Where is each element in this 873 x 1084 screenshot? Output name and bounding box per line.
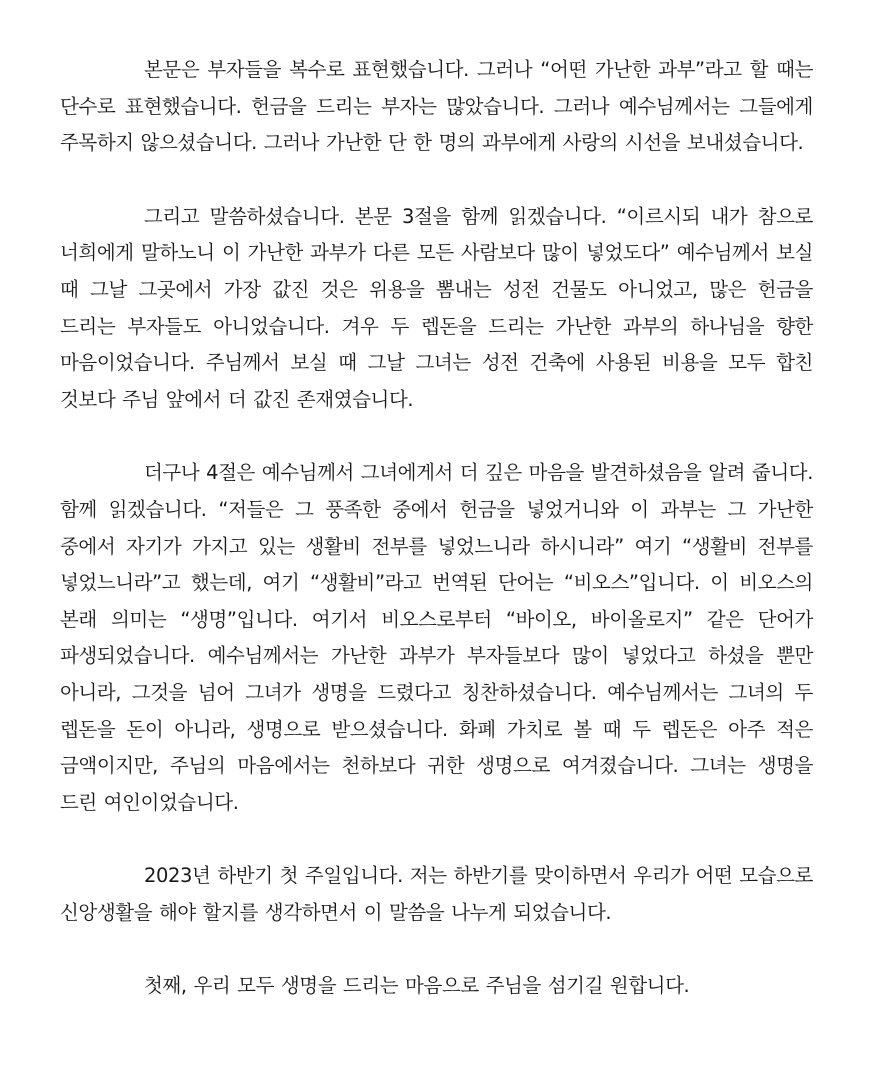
paragraph-gap	[60, 162, 813, 199]
document-body	[60, 52, 813, 1005]
paragraph-3: 더구나 4절은 예수님께서 그녀에게서 더 깊은 마음을 발견하셨음을 알려 줍니다. 함께 읽겠습니다. “저들은 그 풍족한 중에서 헌금을 넣었거니와 이 과부는 그 가난한 중에서 자기가 가지고 있는 생활비 전부를 넣었느니라 하시니라” 여기 “생활비 전부를 넣었느니라”고 했는데, 여기 “생활비”라고 번역된 단어는 “비오스”입니다. 이 비오스의 본래 의미는 “생명”입니다. 여기서 비오스로부터 “바이오, 바이올로지” 같은 단어가 파생되었습니다. 예수님께서는 가난한 과부가 부자들보다 많이 넣었다고 하셨을 뿐만 아니라, 그것을 넘어 그녀가 생명을 드렸다고 칭찬하셨습니다. 예수님께서는 그녀의 두 렙돈을 돈이 아니라, 생명으로 받으셨습니다. 화폐 가치로 볼 때 두 렙돈은 아주 적은 금액이지만, 주님의 마음에서는 천하보다 귀한 생명으로 여겨졌습니다. 그녀는 생명을 드린 여인이었습니다.	[60, 461, 813, 814]
paragraph-gap	[60, 931, 813, 968]
paragraph-2: 그리고 말씀하셨습니다. 본문 3절을 함께 읽겠습니다. “이르시되 내가 참으로 너희에게 말하노니 이 가난한 과부가 다른 모든 사람보다 많이 넣었도다” 예수님께서 보실 때 그날 그곳에서 가장 값진 것은 위용을 뽐내는 성전 건물도 아니었고, 많은 헌금을 드리는 부자들도 아니었습니다. 겨우 두 렙돈을 드리는 가난한 과부의 하나님을 향한 마음이었습니다. 주님께서 보실 때 그날 그녀는 성전 건축에 사용된 비용을 모두 합친 것보다 주님 앞에서 더 값진 존재였습니다.	[60, 204, 813, 411]
paragraph-5: 첫째, 우리 모두 생명을 드리는 마음으로 주님을 섬기길 원합니다.	[144, 974, 690, 998]
paragraph-4: 2023년 하반기 첫 주일입니다. 저는 하반기를 맞이하면서 우리가 어떤 모습으로 신앙생활을 해야 할지를 생각하면서 이 말씀을 나누게 되었습니다.	[60, 864, 813, 924]
paragraph-1: 본문은 부자들을 복수로 표현했습니다. 그러나 “어떤 가난한 과부”라고 할 때는 단수로 표현했습니다. 헌금을 드리는 부자는 많았습니다. 그러나 예수님께서는 그들에게 주목하지 않으셨습니다. 그러나 가난한 단 한 명의 과부에게 사랑의 시선을 보내셨습니다.	[60, 58, 813, 155]
paragraph-gap	[60, 418, 813, 455]
paragraph-gap	[60, 821, 813, 858]
